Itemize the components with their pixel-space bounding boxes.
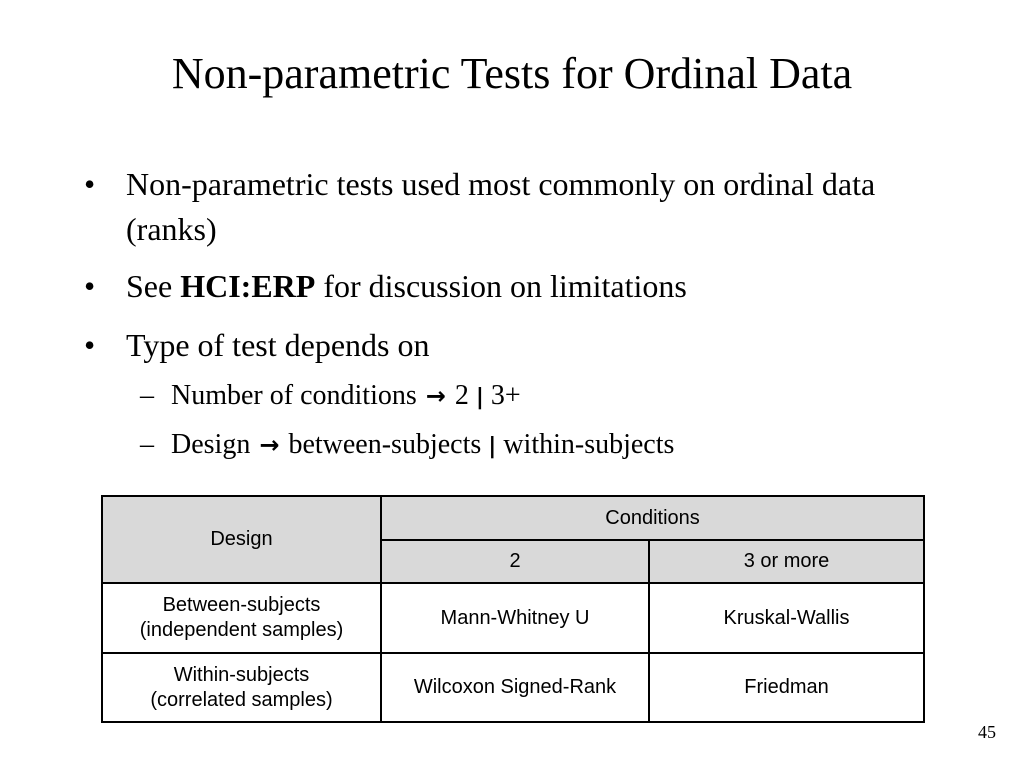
separator: | (475, 385, 484, 410)
option-a: between-subjects (288, 429, 482, 460)
design-name: Between-subjects (162, 594, 321, 616)
test-cell-3-or-more: Friedman (649, 653, 924, 722)
bullet-text: Non-parametric tests used most commonly on ordinal data (ranks) (126, 166, 876, 247)
nonparametric-test-table (101, 495, 925, 723)
design-note: (independent samples) (139, 619, 344, 641)
design-header: Design (102, 496, 381, 583)
sub-bullet-marker: – (140, 429, 154, 460)
bullet-suffix: for discussion on limitations (315, 268, 687, 304)
bullet-text: Type of test depends on (126, 327, 430, 363)
test-cell-2: Wilcoxon Signed-Rank (381, 653, 649, 722)
bullet-marker: • (84, 327, 96, 363)
table-row (102, 583, 924, 653)
table-row (102, 653, 924, 722)
test-cell-3-or-more: Kruskal-Wallis (649, 583, 924, 653)
design-note: (correlated samples) (150, 688, 333, 711)
page-number: 45 (978, 722, 996, 742)
bullet-text (126, 264, 916, 309)
bullet-marker: • (84, 166, 96, 202)
design-name: Within-subjects (173, 663, 310, 686)
bullet-marker: • (84, 268, 96, 304)
sub-bullet-text (171, 427, 674, 465)
design-cell (102, 653, 381, 722)
test-cell-2: Mann-Whitney U (381, 583, 649, 653)
option-b: 3+ (490, 380, 521, 411)
conditions-header: Conditions (381, 496, 924, 540)
arrow-right-icon: → (259, 431, 280, 459)
option-a: 2 (454, 380, 469, 411)
sub-bullet-label: Design (171, 429, 251, 460)
sub-bullet-marker: – (140, 380, 154, 411)
design-cell (102, 583, 381, 653)
sub-bullet-label: Number of conditions (171, 380, 417, 411)
slide-title: Non-parametric Tests for Ordinal Data (171, 49, 853, 98)
condition-column-3-or-more: 3 or more (649, 540, 924, 583)
condition-column-2: 2 (381, 540, 649, 583)
option-b: within-subjects (503, 429, 675, 460)
separator: | (488, 434, 497, 459)
reference-title: HCI:ERP (180, 268, 316, 304)
bullet-prefix: See (126, 268, 181, 304)
arrow-right-icon: → (425, 382, 446, 410)
sub-bullet-text (171, 378, 521, 416)
